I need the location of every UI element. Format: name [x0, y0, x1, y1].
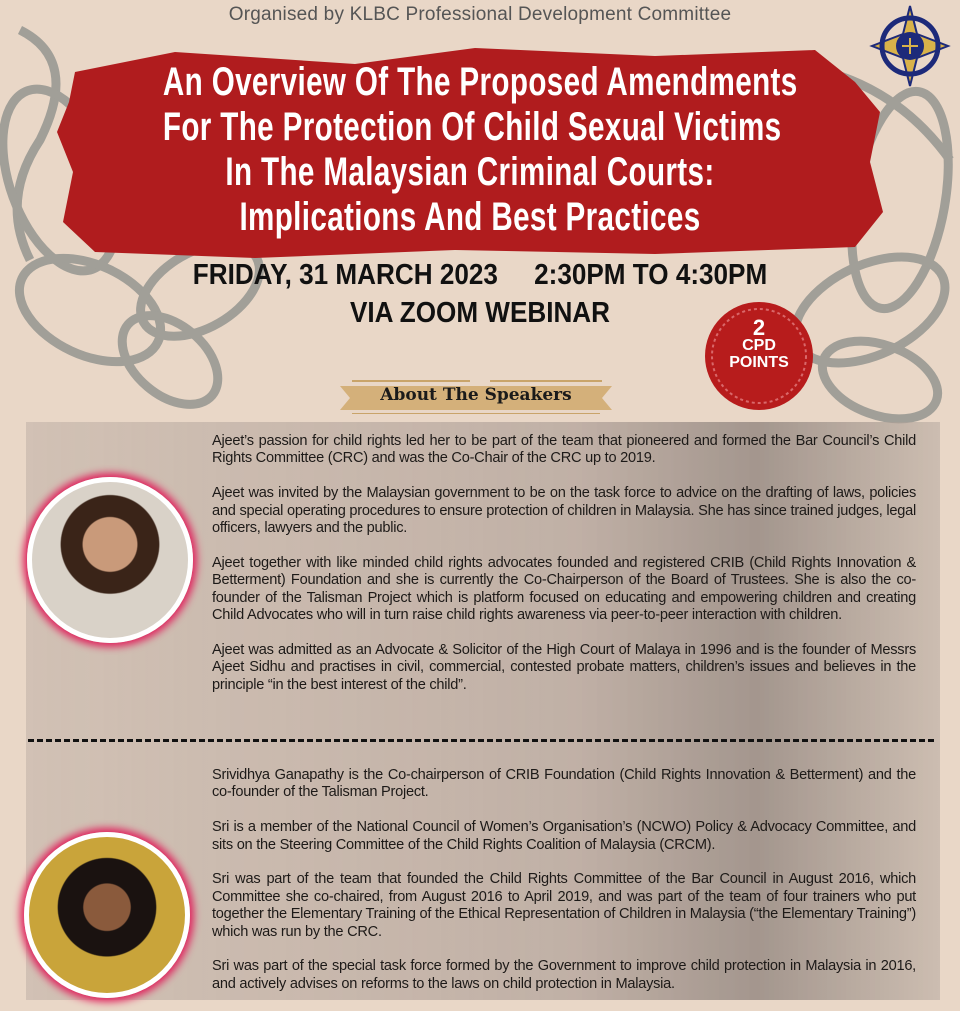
- bio-paragraph: Ajeet was invited by the Malaysian government to be on the task force to advice on the drafting of laws, policies and special operating procedures to ensure protection of children in Malaysia. She has since trained judges, legal officers, lawyers and the public.: [212, 485, 916, 537]
- speaker-2-bio: [212, 767, 916, 1011]
- bio-paragraph: Sri was part of the team that founded the Child Rights Committee of the Bar Council in August 2016, which Committee she co-chaired, from August 2016 to April 2019, and was part of the team of four trainers who put together the Elementary Training of the Ethical Representation of Children in Malaysia (“the Elementary Training”) which was run by the CRC.: [212, 871, 916, 940]
- speaker-1-photo: [27, 477, 193, 643]
- bio-paragraph: Srividhya Ganapathy is the Co-chairperson of CRIB Foundation (Child Rights Innovation & Betterment) and the co-founder of the Talisman Project.: [212, 767, 916, 801]
- title-line: An Overview Of The Proposed Amendments: [162, 60, 798, 104]
- event-datetime: [48, 259, 912, 292]
- event-time: 2:30PM TO 4:30PM: [534, 259, 768, 291]
- cpd-points-number: 2: [752, 315, 766, 340]
- bio-paragraph: Sri was part of the special task force formed by the Government to improve child protection in Malaysia in 2016, and actively advises on reforms to the laws on child protection in Malaysia.: [212, 958, 916, 992]
- organiser-text: Organised by KLBC Professional Development Committee: [228, 4, 732, 25]
- speaker-divider: [28, 739, 934, 742]
- bio-paragraph: Ajeet’s passion for child rights led her to be part of the team that pioneered and formed the Bar Council’s Child Rights Committee (CRC) and was the Co-Chair of the CRC up to 2019.: [212, 433, 916, 467]
- event-date: FRIDAY, 31 MARCH 2023: [192, 259, 498, 291]
- title-line: For The Protection Of Child Sexual Victims: [162, 105, 782, 149]
- speakers-header: About The Speakers: [380, 385, 572, 405]
- bio-paragraph: Ajeet together with like minded child rights advocates founded and registered CRIB (Child Rights Innovation & Betterment) Foundation and she is currently the Co-Chairperson of the Board of Trustees. She is also the co-founder of the Talisman Project which is platform focused on educating and empowering children and creating Child Advocates who will in turn raise child rights awareness via peer-to-peer interaction with children.: [212, 554, 916, 624]
- speaker-2-photo: [24, 832, 190, 998]
- event-venue: VIA ZOOM WEBINAR: [349, 297, 611, 329]
- event-title: [55, 60, 885, 240]
- cpd-label: POINTS: [729, 354, 789, 371]
- cpd-badge-text: [703, 315, 815, 371]
- speaker-1-bio: [212, 433, 916, 711]
- bio-paragraph: Sri is a member of the National Council of Women’s Organisation’s (NCWO) Policy & Advocacy Committee, and sits on the Steering Committee of the Child Rights Coalition of Malaysia (CRCM).: [212, 819, 916, 853]
- title-line: Implications And Best Practices: [239, 195, 701, 239]
- title-line: In The Malaysian Criminal Courts:: [225, 150, 715, 194]
- bio-paragraph: Ajeet was admitted as an Advocate & Solicitor of the High Court of Malaya in 1996 and is the founder of Messrs Ajeet Sidhu and practises in civil, commercial, contested probate matters, children’s issues and believes in the principle “in the best interest of the child”.: [212, 641, 916, 693]
- cpd-label: CPD: [742, 337, 776, 354]
